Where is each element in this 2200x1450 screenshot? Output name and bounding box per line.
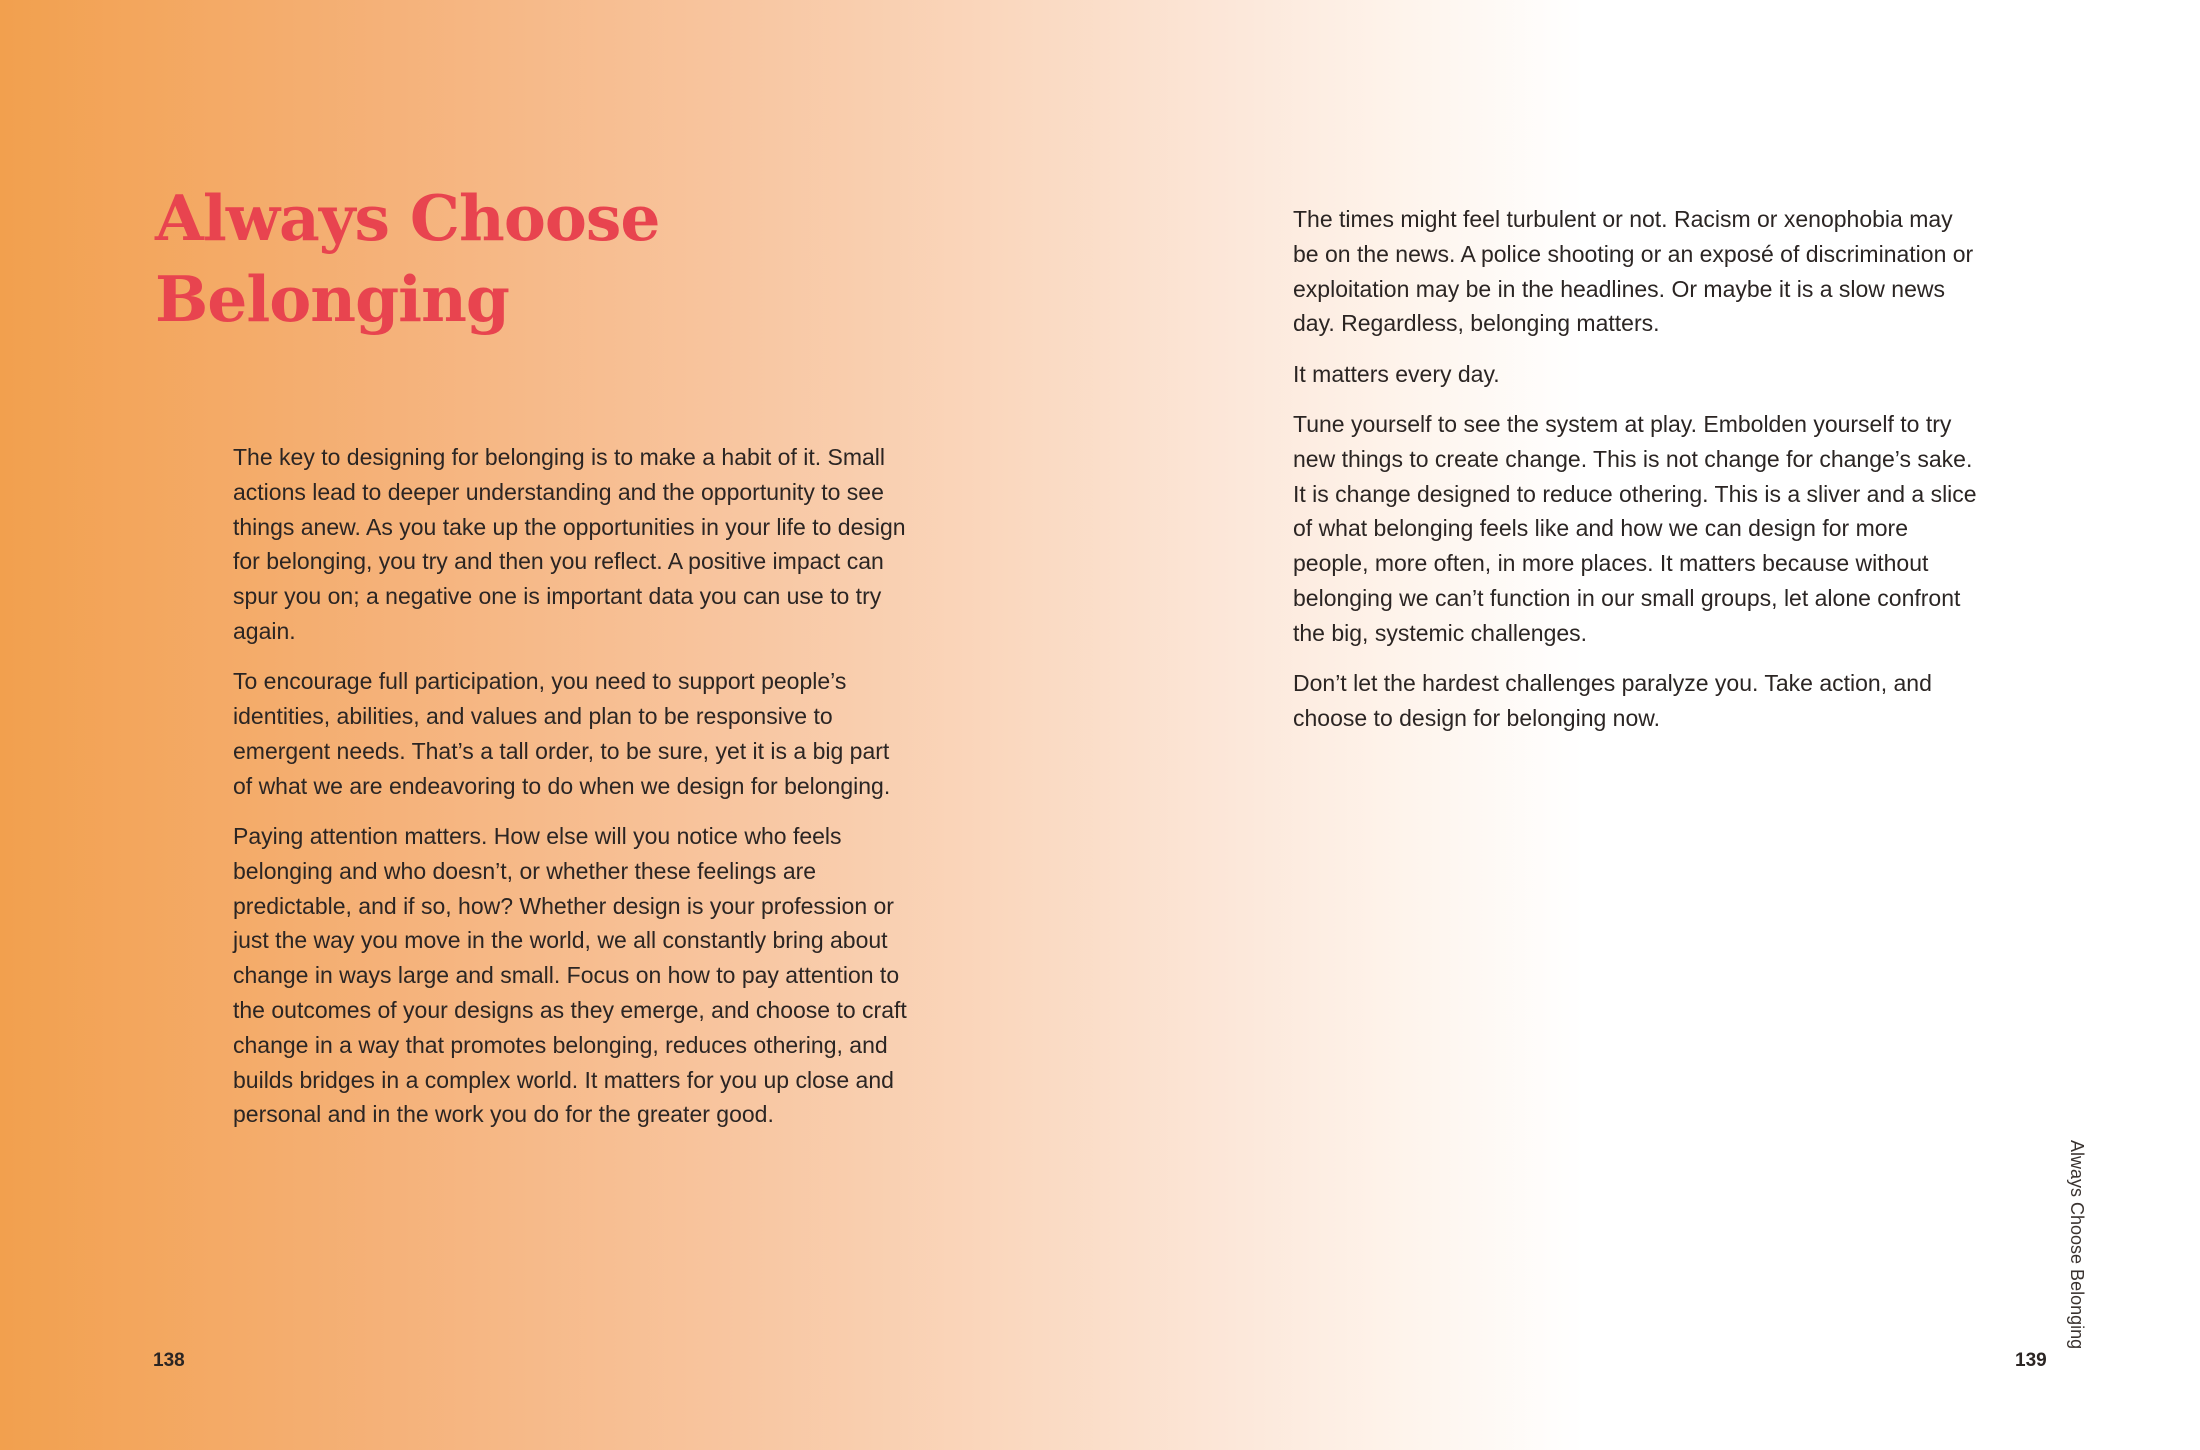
paragraph: Don’t let the hardest challenges paralyze you. Take action, and choose to design for belonging now. [1293,670,1932,731]
right-page [1100,0,2200,1450]
page-number-left: 138 [153,1350,185,1371]
page-number-right: 139 [2015,1350,2047,1371]
running-head: Always Choose Belonging [2067,1140,2087,1350]
paragraph: Paying attention matters. How else will you notice who feels belonging and who doesn’t, or whether these feelings are predictable, and if so, how? Whether design is your profession or just the way you move in the world, we all constantly bring about change in ways large and small. Focus on how to pay attention to the outcomes of your designs as they emerge, and choose to craft change in a way that promotes belonging, reduces othering, and builds bridges in a complex world. It matters for you up close and personal and in the work you do for the greater good. [233,822,907,1128]
right-body-text [1293,202,1983,751]
chapter-title: Always Choose Belonging [155,181,660,336]
left-body-text [233,440,913,1148]
paragraph: It matters every day. [1293,360,1500,387]
paragraph: Tune yourself to see the system at play. Embolden yourself to try new things to create change. This is not change for change’s sake. It is change designed to reduce othering. This is a sliver and a slice of what belonging feels like and how we can design for more people, more often, in more places. It matters because without belonging we can’t function in our small groups, let alone confront the big, systemic challenges. [1293,410,1977,646]
paragraph: The key to designing for belonging is to make a habit of it. Small actions lead to deeper understanding and the opportunity to see things anew. As you take up the opportunities in your life to design for belonging, you try and then you reflect. A positive impact can spur you on; a negative one is important data you can use to try again. [233,444,906,644]
paragraph: To encourage full participation, you need to support people’s identities, abilities, and values and plan to be responsive to emergent needs. That’s a tall order, to be sure, yet it is a big part of what we are endeavoring to do when we design for belonging. [233,668,891,799]
paragraph: The times might feel turbulent or not. Racism or xenophobia may be on the news. A police shooting or an exposé of discrimination or exploitation may be in the headlines. Or maybe it is a slow news day. Regardless, belonging matters. [1293,206,1974,337]
